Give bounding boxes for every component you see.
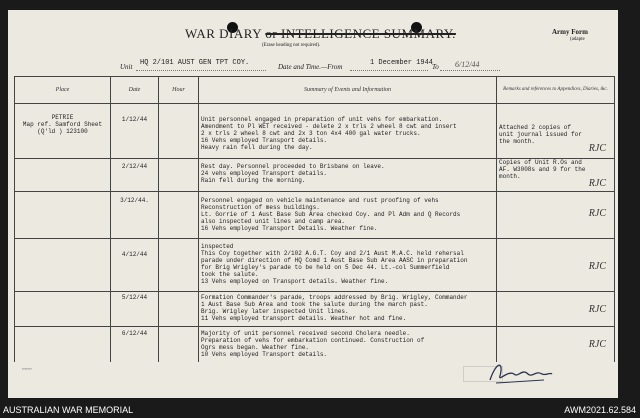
place-cell (15, 104, 111, 159)
summary-line: also inspected unit lines and camp area. (201, 218, 346, 226)
summary-line: 10 Vehs employed Transport details. (201, 350, 328, 358)
summary-line: Heavy rain fell during the day. (201, 144, 313, 151)
date-cell: 2/12/44 (111, 159, 159, 192)
place-cell (15, 238, 111, 291)
date-cell: 3/12/44. (111, 192, 159, 238)
table-row (15, 104, 615, 159)
hour-cell (159, 159, 199, 192)
summary-cell (199, 291, 497, 326)
summary-line: 16 Vehs employed Transport Details. Weather fine. (201, 225, 378, 233)
footer-accession-number: AWM2021.62.584 (564, 405, 636, 415)
table-row (15, 192, 615, 238)
remarks-cell (497, 291, 615, 326)
date-cell: 5/12/44 (111, 291, 159, 326)
date-cell: 4/12/44 (111, 238, 159, 291)
footer-institution: AUSTRALIAN WAR MEMORIAL (3, 405, 134, 415)
initials-signature: RJC (588, 143, 606, 154)
summary-line: Ogrs mess began. Weather fine. (201, 343, 310, 351)
summary-line: inspected (201, 242, 234, 250)
summary-cell (199, 326, 497, 362)
remark-line: the month. (499, 138, 536, 145)
remarks-cell (497, 238, 615, 291)
initials-signature: RJC (588, 338, 606, 350)
place-cell (15, 326, 111, 362)
initials-signature: RJC (588, 303, 606, 315)
col-header-summary: Summary of Events and Information (199, 77, 497, 104)
summary-line: 1 Aust Base Sub Area and took the salute during the march past. (201, 300, 428, 308)
hour-cell (159, 192, 199, 238)
unit-value: HQ 2/101 AUST GEN TPT COY. (140, 59, 250, 67)
summary-line: Personnel engaged on vehicle maintenance and rust proofing of vehs (201, 197, 439, 205)
table-row (15, 238, 615, 291)
diary-table (14, 76, 615, 362)
place-cell (15, 291, 111, 326)
heading-note: (Erase heading not required). (262, 43, 321, 48)
remarks-cell (497, 104, 615, 159)
commander-signature (486, 356, 556, 386)
summary-line: Majority of unit personnel received second Cholera needle. (201, 329, 410, 337)
remark-line: Attached 2 copies of (499, 124, 572, 131)
summary-cell (199, 238, 497, 291)
summary-line: Amendment to Pl WET received - delete 2 x trls 2 wheel 8 cwt and insert (201, 123, 457, 130)
summary-line: 16 Vehs employed Transport details. (201, 137, 328, 144)
hour-cell (159, 326, 199, 362)
summary-line: 24 vehs employed Transport details. (201, 170, 328, 178)
summary-cell (199, 104, 497, 159)
date-cell: 6/12/44 (111, 326, 159, 362)
summary-line: took the salute. (201, 270, 259, 278)
from-date-value: 1 December 1944 (370, 59, 434, 67)
remark-line: unit journal issued for (499, 131, 582, 138)
remark-line: month. (499, 173, 521, 181)
summary-line: Preparation of vehs for embarkation continued. Construction of (201, 336, 425, 344)
hour-cell (159, 291, 199, 326)
col-header-date: Date (111, 77, 159, 104)
summary-line: 13 Vehs employed on Transport details. Weather fine. (201, 277, 389, 285)
remark-line: AF. W3008s and 9 for the (499, 166, 586, 174)
summary-line: Reconstruction of mess buildings. (201, 204, 320, 212)
summary-line: Rest day. Personnel proceeded to Brisbane on leave. (201, 163, 385, 171)
initials-signature: RJC (588, 178, 606, 190)
army-form-sub: (adapte (570, 37, 585, 42)
summary-line: Brig. Wrigley later inspected Unit lines. (201, 307, 349, 315)
place-cell (15, 192, 111, 238)
unit-label: Unit (120, 63, 133, 71)
initials-signature: RJC (588, 208, 606, 220)
summary-line: Rain fell during the morning. (201, 177, 306, 185)
initials-signature: RJC (588, 260, 606, 272)
col-header-remarks: Remarks and references to Appendices, Diaries, &c. (497, 77, 615, 104)
table-row (15, 291, 615, 326)
summary-cell (199, 192, 497, 238)
summary-line: 2 x trls 2 wheel 8 cwt and 2x 3 ton 4x4 400 gal water trucks. (201, 130, 421, 137)
date-cell: 1/12/44 (111, 104, 159, 159)
title-struck-text: or INTELLIGENCE SUMMARY. (265, 26, 456, 41)
hour-cell (159, 238, 199, 291)
to-label: To (432, 63, 439, 71)
col-header-place: Place (15, 77, 111, 104)
col-header-hour: Hour (159, 77, 199, 104)
summary-line: parade under direction of HQ Comd 1 Aust Base Sub Area AASC in preparation (201, 256, 468, 264)
remarks-cell (497, 192, 615, 238)
table-row (15, 159, 615, 192)
place-cell (15, 159, 111, 192)
place-name: PETRIE (51, 114, 74, 121)
datetime-label: Date and Time.—From (278, 63, 343, 71)
printer-footprint: ▪▪▪▪▪▪▪ (22, 366, 32, 371)
page-title (185, 26, 456, 42)
summary-cell (199, 159, 497, 192)
place-grid: (Q'ld ) 123100 (37, 128, 88, 135)
hour-cell (159, 104, 199, 159)
to-date-value: 6/12/44 (455, 60, 480, 69)
remark-line: Copies of Unit R.Os and (499, 159, 582, 167)
title-war-diary: WAR DIARY (185, 26, 262, 41)
summary-line: 11 Vehs employed transport details. Weather hot and fine. (201, 314, 407, 322)
summary-line: for Brig Wrigley's parade to be held on 5 Dec 44. Lt.-col Summerfield (201, 263, 450, 271)
remarks-cell (497, 159, 615, 192)
army-form-text: Army Form (552, 28, 588, 36)
summary-line: Formation Commander's parade, troops addressed by Brig. Wrigley, Commander (201, 293, 468, 301)
army-form-label (552, 28, 588, 44)
place-map-ref: Map ref. Samford Sheet (22, 121, 103, 128)
summary-line: Unit personnel engaged in preparation of unit vehs for embarkation. (201, 116, 443, 123)
summary-line: This Coy together with 2/102 A.G.T. Coy and 2/1 Aust M.A.C. held rehersal (201, 249, 464, 257)
summary-line: Lt. Gorrie of 1 Aust Base Sub Area checked Coy. and Pl Adm and Q Records (201, 211, 461, 219)
